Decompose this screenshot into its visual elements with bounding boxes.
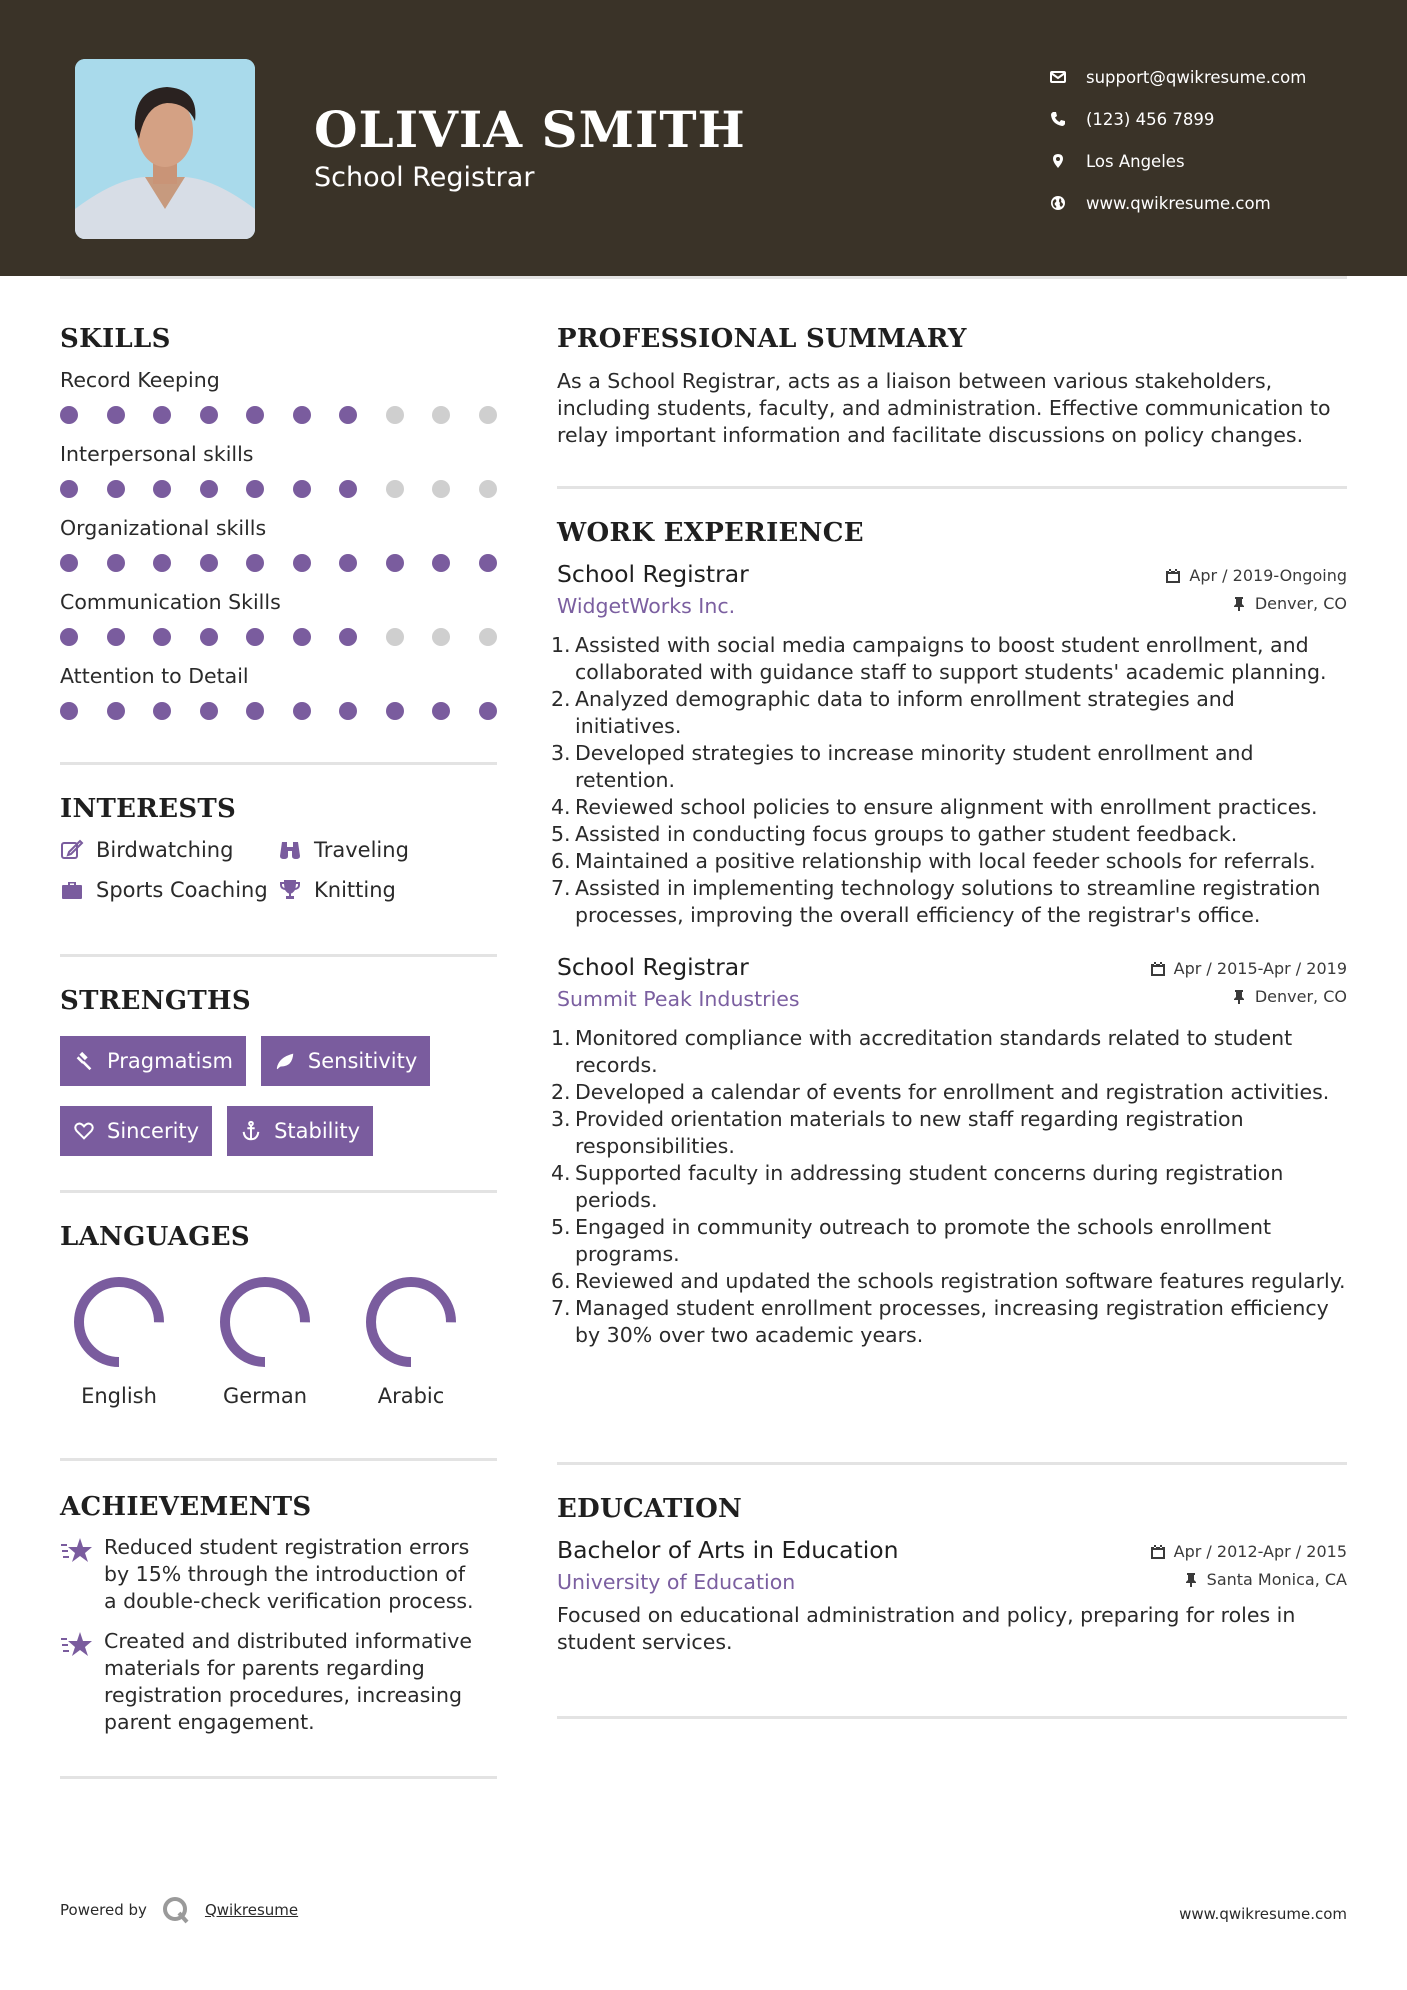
skill-dot	[293, 628, 311, 646]
languages-title: LANGUAGES	[60, 1222, 250, 1252]
contact-email-text: support@qwikresume.com	[1086, 67, 1307, 87]
duty-number: 3.	[551, 741, 571, 765]
strengths-section	[60, 986, 497, 1156]
duty-text: Assisted in implementing technology solutions to streamline registration processes, improving the overall efficiency of the registrar's office.	[575, 876, 1321, 927]
achievement-text: Reduced student registration errors by 15% through the introduction of a double-check verification process.	[104, 1535, 474, 1613]
job-location	[1231, 987, 1347, 1006]
skill-dot	[479, 628, 497, 646]
job-date	[1165, 566, 1347, 585]
language-level-arc	[371, 1282, 451, 1362]
qwikresume-logo-icon	[161, 1895, 191, 1925]
interests-list	[60, 838, 497, 902]
job-entry	[551, 953, 1347, 1349]
language-level-arc	[79, 1282, 159, 1362]
duty-number: 6.	[551, 849, 571, 873]
skill-dot	[107, 628, 125, 646]
contact-email[interactable]	[1050, 56, 1306, 98]
skill-name: Communication Skills	[60, 590, 281, 614]
profile-photo	[75, 59, 255, 239]
briefcase-icon	[60, 878, 84, 902]
duty-text: Developed strategies to increase minority student enrollment and retention.	[575, 741, 1254, 792]
duty-text: Assisted in conducting focus groups to gather student feedback.	[575, 822, 1238, 846]
education-text: Focused on educational administration and policy, preparing for roles in student services.	[557, 1603, 1296, 1654]
skill-dot	[339, 480, 357, 498]
duty-text: Analyzed demographic data to inform enrollment strategies and initiatives.	[575, 687, 1235, 738]
skill-dot	[153, 480, 171, 498]
education-section	[557, 1494, 1347, 1656]
achievement-item	[60, 1628, 497, 1736]
duty-item	[551, 794, 1347, 821]
skill-dot	[432, 628, 450, 646]
skill-name: Record Keeping	[60, 368, 220, 392]
skill-dot	[339, 628, 357, 646]
skill-dot	[386, 554, 404, 572]
interests-title: INTERESTS	[60, 794, 237, 824]
experience-title: WORK EXPERIENCE	[557, 518, 864, 548]
skill-dot	[107, 480, 125, 498]
resume-header	[0, 0, 1407, 276]
globe-icon	[1050, 195, 1086, 211]
duty-number: 4.	[551, 795, 571, 819]
skill-rating	[60, 692, 497, 738]
skill-dot	[153, 628, 171, 646]
duty-item	[551, 1160, 1347, 1214]
strength-label: Pragmatism	[107, 1049, 233, 1073]
skill-dot	[153, 406, 171, 424]
education-school: University of Education	[557, 1570, 796, 1594]
interests-divider	[60, 954, 497, 957]
skill-dot	[479, 702, 497, 720]
skill-dot	[386, 702, 404, 720]
duty-number: 1.	[551, 1026, 571, 1050]
skill-dot	[153, 702, 171, 720]
duty-text: Maintained a positive relationship with local feeder schools for referrals.	[575, 849, 1316, 873]
anchor-icon	[240, 1120, 262, 1142]
languages-list	[60, 1274, 497, 1408]
star-icon	[60, 1536, 94, 1566]
job-company: Summit Peak Industries	[557, 987, 800, 1011]
skill-dot	[246, 702, 264, 720]
skill-dot	[60, 702, 78, 720]
strength-label: Sincerity	[107, 1119, 200, 1143]
achievements-section	[60, 1492, 497, 1749]
interest-label: Traveling	[314, 838, 409, 862]
footer-powered-by	[60, 1895, 298, 1925]
job-title: School Registrar	[557, 953, 749, 981]
languages-divider	[60, 1458, 497, 1461]
skill-dot	[200, 702, 218, 720]
job-location-text: Denver, CO	[1254, 987, 1347, 1006]
education-divider	[557, 1716, 1347, 1719]
interest-label: Birdwatching	[96, 838, 234, 862]
duty-number: 5.	[551, 822, 571, 846]
pushpin-icon	[1231, 596, 1247, 612]
language-label: Arabic	[377, 1384, 445, 1408]
language-label: German	[222, 1384, 308, 1408]
contact-list	[1050, 56, 1306, 224]
skill-dot	[200, 628, 218, 646]
education-location-text: Santa Monica, CA	[1206, 1570, 1347, 1589]
duty-item	[551, 632, 1347, 686]
duty-item	[551, 1025, 1347, 1079]
contact-location-text: Los Angeles	[1086, 151, 1185, 171]
contact-website-text: www.qwikresume.com	[1086, 193, 1271, 213]
header-divider	[60, 276, 1347, 279]
skill-dot	[200, 554, 218, 572]
education-date-text: Apr / 2012-Apr / 2015	[1173, 1542, 1347, 1561]
duty-number: 2.	[551, 687, 571, 711]
education-title: EDUCATION	[557, 1494, 743, 1524]
languages-section	[60, 1222, 497, 1408]
skill-dot	[60, 554, 78, 572]
skill-dot	[386, 480, 404, 498]
duty-number: 6.	[551, 1269, 571, 1293]
skill-dot	[293, 702, 311, 720]
duty-text: Reviewed school policies to ensure alignment with enrollment practices.	[575, 795, 1318, 819]
achievement-item	[60, 1534, 497, 1615]
language-level-ring	[217, 1274, 313, 1370]
job-date	[1150, 959, 1347, 978]
duty-text: Managed student enrollment processes, increasing registration efficiency by 30% over two academic years.	[575, 1296, 1329, 1347]
achievements-list	[60, 1534, 497, 1736]
duty-text: Assisted with social media campaigns to boost student enrollment, and collaborated with guidance staff to support students' academic planning.	[575, 633, 1327, 684]
skill-dot	[339, 554, 357, 572]
skill-dot	[246, 480, 264, 498]
education-location	[1183, 1570, 1347, 1589]
calendar-icon	[1165, 568, 1181, 584]
pushpin-icon	[1183, 1572, 1199, 1588]
summary-divider	[557, 486, 1347, 489]
interest-item	[60, 878, 278, 902]
brand-link[interactable]: Qwikresume	[204, 1901, 299, 1919]
strength-label: Stability	[274, 1119, 361, 1143]
skill-dot	[339, 702, 357, 720]
job-location-text: Denver, CO	[1254, 594, 1347, 613]
skill-rating	[60, 396, 497, 442]
job-title: School Registrar	[557, 560, 749, 588]
language-item	[352, 1274, 470, 1408]
job-company: WidgetWorks Inc.	[557, 594, 736, 618]
duty-text: Reviewed and updated the schools registration software features regularly.	[575, 1269, 1346, 1293]
skills-title: SKILLS	[60, 324, 171, 354]
job-duties	[551, 1025, 1347, 1349]
skill-dot	[432, 480, 450, 498]
skill-dot	[479, 554, 497, 572]
duty-text: Provided orientation materials to new staff regarding registration responsibilities.	[575, 1107, 1244, 1158]
job-duties	[551, 632, 1347, 929]
duty-text: Engaged in community outreach to promote the schools enrollment programs.	[575, 1215, 1272, 1266]
interest-item	[60, 838, 278, 862]
skill-dot	[200, 406, 218, 424]
duty-item	[551, 1214, 1347, 1268]
phone-icon	[1050, 111, 1086, 127]
duty-number: 2.	[551, 1080, 571, 1104]
language-item	[60, 1274, 178, 1408]
duty-item	[551, 1295, 1347, 1349]
education-degree: Bachelor of Arts in Education	[557, 1536, 899, 1564]
interest-label: Knitting	[314, 878, 396, 902]
summary-text: As a School Registrar, acts as a liaison between various stakeholders, including students, faculty, and administration. Effective communication to relay important information and facilitate discussions on policy changes.	[557, 369, 1331, 447]
footer-url[interactable]: www.qwikresume.com	[1179, 1905, 1347, 1923]
duty-text: Monitored compliance with accreditation standards related to student records.	[575, 1026, 1293, 1077]
experience-divider	[557, 1462, 1347, 1465]
skill-dot	[293, 554, 311, 572]
summary-title: PROFESSIONAL SUMMARY	[557, 324, 967, 354]
powered-by-text: Powered by	[60, 1901, 147, 1919]
summary-section	[557, 324, 1347, 449]
skill-rating	[60, 618, 497, 664]
star-icon	[60, 1630, 94, 1660]
experience-section	[551, 518, 1347, 1349]
duty-text: Developed a calendar of events for enrollment and registration activities.	[575, 1080, 1330, 1104]
duty-item	[551, 686, 1347, 740]
skill-dot	[432, 554, 450, 572]
job-location	[1231, 594, 1347, 613]
skill-dot	[479, 480, 497, 498]
skill-name: Interpersonal skills	[60, 442, 254, 466]
envelope-icon	[1050, 69, 1086, 85]
skill-dot	[432, 702, 450, 720]
education-entry	[557, 1536, 1347, 1656]
achievements-divider	[60, 1776, 497, 1779]
duty-number: 4.	[551, 1161, 571, 1185]
skill-dot	[293, 480, 311, 498]
skill-dot	[432, 406, 450, 424]
language-level-ring	[363, 1274, 459, 1370]
trophy-icon	[278, 878, 302, 902]
skill-dot	[60, 406, 78, 424]
skill-dot	[293, 406, 311, 424]
interest-item	[278, 878, 478, 902]
language-level-arc	[225, 1282, 305, 1362]
strength-tag	[60, 1106, 212, 1156]
candidate-role: School Registrar	[314, 162, 535, 193]
strength-label: Sensitivity	[307, 1049, 418, 1073]
duty-number: 3.	[551, 1107, 571, 1131]
skill-dot	[107, 406, 125, 424]
duty-number: 7.	[551, 876, 571, 900]
contact-phone-text: (123) 456 7899	[1086, 109, 1215, 129]
skill-dot	[246, 406, 264, 424]
duty-item	[551, 740, 1347, 794]
map-pin-icon	[1050, 153, 1086, 169]
skills-section	[60, 324, 497, 738]
job-date-text: Apr / 2019-Ongoing	[1189, 566, 1347, 585]
language-level-ring	[71, 1274, 167, 1370]
calendar-icon	[1150, 1544, 1166, 1560]
education-date	[1150, 1542, 1347, 1561]
duty-text: Supported faculty in addressing student concerns during registration periods.	[575, 1161, 1284, 1212]
duty-number: 7.	[551, 1296, 571, 1320]
skills-list	[60, 368, 497, 738]
pushpin-icon	[1231, 989, 1247, 1005]
language-label: English	[81, 1384, 157, 1408]
duty-item	[551, 1106, 1347, 1160]
skill-dot	[246, 628, 264, 646]
duty-item	[551, 821, 1347, 848]
skill-name: Organizational skills	[60, 516, 267, 540]
edit-icon	[60, 838, 84, 862]
binoculars-icon	[278, 838, 302, 862]
skill-dot	[60, 480, 78, 498]
interests-section	[60, 794, 497, 902]
skill-rating	[60, 470, 497, 516]
duty-number: 5.	[551, 1215, 571, 1239]
profile-photo-image	[75, 59, 255, 239]
strengths-title: STRENGTHS	[60, 986, 251, 1016]
skill-dot	[386, 406, 404, 424]
candidate-name: OLIVIA SMITH	[314, 100, 746, 159]
duty-item	[551, 875, 1347, 929]
strength-tag	[60, 1036, 246, 1086]
achievements-title: ACHIEVEMENTS	[60, 1492, 312, 1522]
job-date-text: Apr / 2015-Apr / 2019	[1173, 959, 1347, 978]
language-item	[206, 1274, 324, 1408]
achievement-text: Created and distributed informative materials for parents regarding registration procedures, increasing parent engagement.	[104, 1629, 472, 1734]
skill-name: Attention to Detail	[60, 664, 249, 688]
duty-item	[551, 1079, 1347, 1106]
skill-dot	[153, 554, 171, 572]
duty-item	[551, 1268, 1347, 1295]
skill-dot	[60, 628, 78, 646]
skill-dot	[107, 554, 125, 572]
skill-rating	[60, 544, 497, 590]
skills-divider	[60, 762, 497, 765]
duty-number: 1.	[551, 633, 571, 657]
interest-item	[278, 838, 478, 862]
duty-item	[551, 848, 1347, 875]
contact-phone[interactable]	[1050, 98, 1306, 140]
gavel-icon	[73, 1050, 95, 1072]
strength-tag	[261, 1036, 430, 1086]
contact-location	[1050, 140, 1306, 182]
strength-tag	[227, 1106, 373, 1156]
skill-dot	[246, 554, 264, 572]
skill-dot	[107, 702, 125, 720]
strengths-divider	[60, 1190, 497, 1193]
skill-dot	[479, 406, 497, 424]
interest-label: Sports Coaching	[96, 878, 268, 902]
contact-website[interactable]	[1050, 182, 1306, 224]
job-entry	[551, 560, 1347, 929]
skill-dot	[200, 480, 218, 498]
calendar-icon	[1150, 961, 1166, 977]
heart-icon	[73, 1120, 95, 1142]
skill-dot	[386, 628, 404, 646]
skill-dot	[339, 406, 357, 424]
strengths-list	[60, 1036, 497, 1156]
leaf-icon	[274, 1050, 296, 1072]
